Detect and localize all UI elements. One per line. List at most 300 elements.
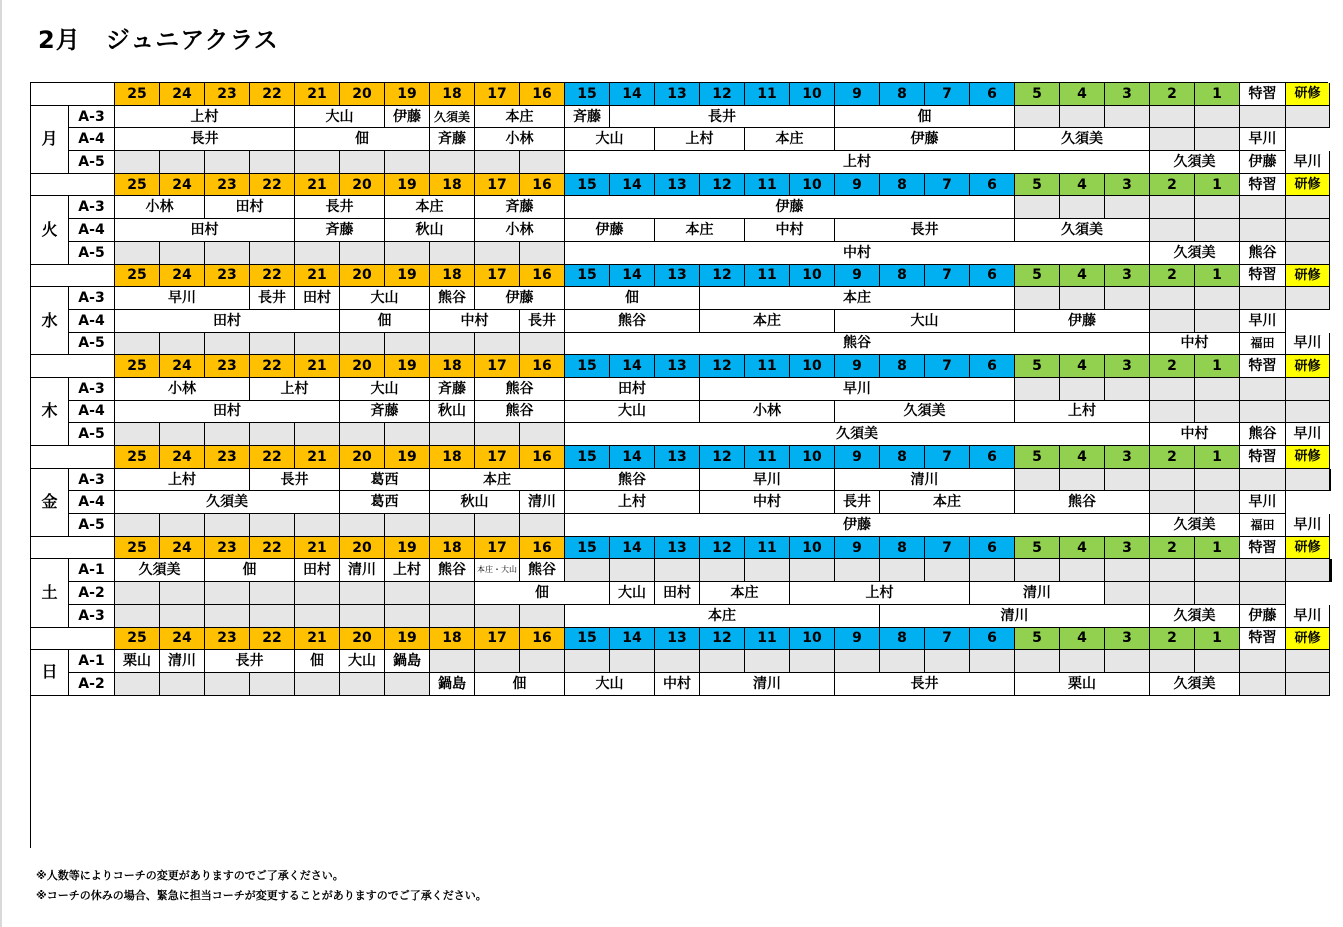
empty-cell: [295, 514, 340, 537]
empty-cell: [700, 559, 745, 582]
coach-name-cell: 伊藤: [565, 196, 1015, 219]
day-column-header: 14: [610, 537, 655, 560]
empty-cell: [1286, 469, 1330, 492]
day-column-header: 14: [610, 355, 655, 378]
coach-name-cell: 斉藤: [565, 106, 610, 129]
empty-cell: [1240, 106, 1286, 129]
day-column-header: 15: [565, 265, 610, 288]
coach-name-cell: 長井: [835, 219, 1015, 242]
day-column-header: 研修: [1286, 628, 1330, 651]
empty-cell: [475, 514, 520, 537]
empty-cell: [1195, 650, 1240, 673]
day-column-header: 12: [700, 265, 745, 288]
coach-name-cell: 佃: [835, 106, 1015, 129]
empty-cell: [1330, 469, 1331, 492]
coach-name-cell: 熊谷: [565, 333, 1150, 356]
coach-name-cell: 清川: [880, 605, 1150, 628]
empty-cell: [295, 151, 340, 174]
day-column-header: 11: [745, 174, 790, 197]
empty-cell: [880, 559, 925, 582]
day-column-header: 2: [1150, 83, 1195, 106]
day-column-header: 10: [790, 628, 835, 651]
day-column-header: 23: [205, 265, 250, 288]
empty-cell: [1150, 582, 1195, 605]
empty-cell: [565, 650, 610, 673]
day-column-header: 研修: [1286, 537, 1330, 560]
day-column-header: 12: [700, 537, 745, 560]
day-column-header: 10: [790, 537, 835, 560]
empty-cell: [565, 559, 610, 582]
coach-name-cell: 上村: [385, 559, 430, 582]
empty-cell: [250, 514, 295, 537]
empty-cell: [1286, 673, 1330, 696]
empty-cell: [970, 650, 1015, 673]
empty-cell: [115, 423, 160, 446]
day-column-header: 1: [1195, 83, 1240, 106]
coach-name-cell: 斉藤: [340, 401, 430, 424]
coach-name-cell: 大山: [340, 378, 430, 401]
coach-name-cell: 小林: [475, 128, 565, 151]
day-column-header: 5: [1015, 265, 1060, 288]
coach-name-cell: 清川: [970, 582, 1105, 605]
empty-cell: [340, 423, 385, 446]
coach-name-cell: 熊谷: [430, 287, 475, 310]
day-column-header: 17: [475, 174, 520, 197]
day-column-header: 6: [970, 355, 1015, 378]
empty-cell: [1331, 559, 1332, 582]
day-column-header: 15: [565, 446, 610, 469]
day-column-header: 7: [925, 174, 970, 197]
day-column-header: 4: [1060, 446, 1105, 469]
coach-name-cell: 熊谷: [520, 559, 565, 582]
coach-name-cell: 久須美: [835, 401, 1015, 424]
empty-cell: [1195, 559, 1240, 582]
day-column-header: 25: [115, 355, 160, 378]
empty-cell: [1105, 650, 1150, 673]
weekday-label: 土: [31, 559, 69, 627]
day-column-header: 24: [160, 83, 205, 106]
day-column-header: 6: [970, 174, 1015, 197]
coach-name-cell: 田村: [115, 310, 340, 333]
day-column-header: 13: [655, 446, 700, 469]
day-column-header: 25: [115, 83, 160, 106]
day-column-header: 23: [205, 628, 250, 651]
coach-name-cell: 熊谷: [475, 378, 565, 401]
empty-cell: [1105, 378, 1150, 401]
empty-cell: [205, 582, 250, 605]
class-label: A-5: [69, 242, 115, 265]
empty-cell: [1015, 106, 1060, 129]
coach-name-cell: 鍋島: [385, 650, 430, 673]
coach-name-cell: 上村: [115, 469, 250, 492]
empty-cell: [1105, 196, 1150, 219]
day-column-header: 3: [1105, 174, 1150, 197]
empty-cell: [340, 514, 385, 537]
empty-cell: [115, 605, 160, 628]
empty-cell: [1195, 287, 1240, 310]
empty-cell: [160, 673, 205, 696]
empty-cell: [385, 605, 430, 628]
empty-cell: [1150, 196, 1195, 219]
day-column-header: 22: [250, 83, 295, 106]
day-column-header: 8: [880, 83, 925, 106]
day-column-header: 17: [475, 265, 520, 288]
empty-cell: [1240, 582, 1286, 605]
empty-cell: [1240, 469, 1286, 492]
page-left-rule: [0, 0, 2, 927]
empty-cell: [1286, 106, 1330, 129]
empty-cell: [1150, 378, 1195, 401]
empty-cell: [475, 333, 520, 356]
day-column-header: 6: [970, 628, 1015, 651]
empty-cell: [430, 605, 475, 628]
day-column-header: 24: [160, 628, 205, 651]
day-column-header: 25: [115, 265, 160, 288]
empty-cell: [1195, 219, 1240, 242]
day-column-header: 9: [835, 265, 880, 288]
empty-cell: [250, 582, 295, 605]
empty-cell: [385, 673, 430, 696]
empty-cell: [1195, 128, 1240, 151]
coach-name-cell: 佃: [565, 287, 700, 310]
empty-cell: [1195, 310, 1240, 333]
empty-cell: [1286, 242, 1330, 265]
day-column-header: 1: [1195, 628, 1240, 651]
coach-name-cell: 上村: [250, 378, 340, 401]
day-column-header: 19: [385, 174, 430, 197]
empty-cell: [115, 673, 160, 696]
day-column-header: 7: [925, 537, 970, 560]
weekday-label: 火: [31, 196, 69, 264]
day-column-header: 22: [250, 628, 295, 651]
day-column-header: 19: [385, 83, 430, 106]
coach-name-cell: 佃: [340, 310, 430, 333]
day-column-header: 22: [250, 355, 295, 378]
day-column-header: 23: [205, 83, 250, 106]
coach-name-cell: 小林: [475, 219, 565, 242]
coach-name-cell: 久須美: [115, 491, 340, 514]
day-column-header: 19: [385, 265, 430, 288]
coach-name-cell: 本庄: [700, 287, 1015, 310]
empty-cell: [160, 605, 205, 628]
day-column-header: 15: [565, 537, 610, 560]
coach-name-cell: 上村: [655, 128, 745, 151]
empty-cell: [1150, 106, 1195, 129]
coach-name-cell: 秋山: [430, 401, 475, 424]
day-column-header: 23: [205, 174, 250, 197]
empty-cell: [745, 650, 790, 673]
coach-name-cell: 早川: [1240, 310, 1286, 333]
coach-name-cell: 田村: [115, 401, 340, 424]
day-column-header: 21: [295, 355, 340, 378]
day-column-header: 21: [295, 628, 340, 651]
day-column-header: 6: [970, 446, 1015, 469]
coach-name-cell: 伊藤: [1240, 151, 1286, 174]
coach-name-cell: 田村: [295, 559, 340, 582]
coach-name-cell: 清川: [835, 469, 1015, 492]
coach-name-cell: 本庄・大山: [475, 559, 520, 582]
empty-cell: [610, 559, 655, 582]
empty-cell: [1286, 219, 1330, 242]
coach-name-cell: 久須美: [1150, 242, 1240, 265]
empty-cell: [430, 650, 475, 673]
coach-name-cell: 上村: [790, 582, 970, 605]
empty-cell: [1150, 559, 1195, 582]
empty-cell: [1105, 582, 1150, 605]
empty-cell: [340, 582, 385, 605]
coach-name-cell: 長井: [250, 469, 340, 492]
day-column-header: 8: [880, 537, 925, 560]
coach-name-cell: 長井: [520, 310, 565, 333]
empty-cell: [925, 559, 970, 582]
coach-name-cell: 中村: [565, 242, 1150, 265]
coach-name-cell: 早川: [700, 378, 1015, 401]
class-label: A-3: [69, 378, 115, 401]
day-column-header: 7: [925, 628, 970, 651]
day-column-header: 2: [1150, 537, 1195, 560]
class-label: A-5: [69, 514, 115, 537]
day-column-header: 24: [160, 446, 205, 469]
coach-name-cell: 佃: [205, 559, 295, 582]
day-column-header: 4: [1060, 355, 1105, 378]
class-label: A-2: [69, 673, 115, 696]
empty-cell: [790, 559, 835, 582]
weekday-label: 金: [31, 469, 69, 537]
empty-cell: [385, 582, 430, 605]
coach-name-cell: 早川: [115, 287, 250, 310]
coach-name-cell: 大山: [295, 106, 385, 129]
day-column-header: 研修: [1286, 446, 1330, 469]
coach-name-cell: 熊谷: [565, 310, 700, 333]
coach-name-cell: 長井: [250, 287, 295, 310]
day-column-header: 18: [430, 265, 475, 288]
coach-name-cell: 中村: [1150, 333, 1240, 356]
day-column-header: 13: [655, 355, 700, 378]
coach-name-cell: 久須美: [565, 423, 1150, 446]
coach-name-cell: 久須美: [1150, 673, 1240, 696]
empty-cell: [475, 423, 520, 446]
empty-cell: [655, 559, 700, 582]
coach-name-cell: 田村: [115, 219, 295, 242]
day-column-header: 10: [790, 265, 835, 288]
coach-name-cell: 清川: [340, 559, 385, 582]
coach-name-cell: 斉藤: [295, 219, 385, 242]
day-column-header: 17: [475, 355, 520, 378]
day-column-header: 16: [520, 355, 565, 378]
empty-cell: [790, 650, 835, 673]
empty-cell: [340, 605, 385, 628]
day-column-header: 15: [565, 355, 610, 378]
coach-name-cell: 大山: [835, 310, 1015, 333]
empty-cell: [1060, 287, 1105, 310]
coach-name-cell: 伊藤: [565, 219, 655, 242]
coach-name-cell: 佃: [295, 128, 430, 151]
empty-cell: [1105, 106, 1150, 129]
day-column-header: 15: [565, 83, 610, 106]
coach-name-cell: 早川: [1286, 151, 1330, 174]
day-column-header: 10: [790, 355, 835, 378]
coach-name-cell: 早川: [1240, 128, 1286, 151]
class-label: A-4: [69, 491, 115, 514]
coach-name-cell: 斉藤: [430, 128, 475, 151]
empty-cell: [835, 559, 880, 582]
coach-name-cell: 本庄: [565, 605, 880, 628]
empty-cell: [160, 582, 205, 605]
day-column-header: 18: [430, 355, 475, 378]
day-column-header: 25: [115, 446, 160, 469]
empty-cell: [520, 514, 565, 537]
coach-name-cell: 本庄: [430, 469, 565, 492]
day-column-header: 特習: [1240, 83, 1286, 106]
day-column-header: 8: [880, 265, 925, 288]
day-column-header: 1: [1195, 446, 1240, 469]
empty-cell: [520, 151, 565, 174]
coach-name-cell: 田村: [565, 378, 700, 401]
coach-name-cell: 福田: [1240, 333, 1286, 356]
day-column-header: 特習: [1240, 174, 1286, 197]
empty-cell: [475, 650, 520, 673]
day-column-header: 5: [1015, 83, 1060, 106]
day-column-header: 13: [655, 537, 700, 560]
notes: [36, 866, 487, 906]
day-column-header: 4: [1060, 265, 1105, 288]
empty-cell: [1150, 310, 1195, 333]
day-column-header: 研修: [1286, 265, 1330, 288]
header-blank-cell: [31, 265, 115, 288]
class-label: A-2: [69, 582, 115, 605]
empty-cell: [1286, 378, 1330, 401]
day-column-header: 4: [1060, 83, 1105, 106]
day-column-header: 特習: [1240, 265, 1286, 288]
empty-cell: [1150, 287, 1195, 310]
empty-cell: [430, 514, 475, 537]
day-column-header: 5: [1015, 446, 1060, 469]
empty-cell: [1150, 491, 1195, 514]
empty-cell: [1240, 401, 1286, 424]
day-column-header: 7: [925, 355, 970, 378]
empty-cell: [340, 242, 385, 265]
day-column-header: 9: [835, 628, 880, 651]
coach-name-cell: 大山: [565, 401, 700, 424]
empty-cell: [205, 423, 250, 446]
coach-name-cell: 久須美: [1150, 151, 1240, 174]
coach-name-cell: 本庄: [745, 128, 835, 151]
coach-name-cell: 熊谷: [430, 559, 475, 582]
day-column-header: 16: [520, 265, 565, 288]
coach-name-cell: 中村: [655, 673, 700, 696]
coach-name-cell: 福田: [1240, 514, 1286, 537]
empty-cell: [520, 650, 565, 673]
coach-name-cell: 長井: [115, 128, 295, 151]
header-blank-cell: [31, 446, 115, 469]
day-column-header: 10: [790, 83, 835, 106]
coach-name-cell: 長井: [835, 673, 1015, 696]
day-column-header: 6: [970, 537, 1015, 560]
coach-name-cell: 伊藤: [475, 287, 565, 310]
day-column-header: 14: [610, 628, 655, 651]
day-column-header: 8: [880, 174, 925, 197]
day-column-header: 20: [340, 628, 385, 651]
empty-cell: [385, 423, 430, 446]
day-column-header: 9: [835, 355, 880, 378]
coach-name-cell: 大山: [340, 287, 430, 310]
day-column-header: 5: [1015, 537, 1060, 560]
coach-name-cell: 久須美: [1015, 128, 1150, 151]
coach-name-cell: 長井: [610, 106, 835, 129]
day-column-header: 9: [835, 83, 880, 106]
empty-cell: [835, 650, 880, 673]
empty-cell: [1015, 196, 1060, 219]
empty-cell: [250, 333, 295, 356]
empty-cell: [160, 333, 205, 356]
day-column-header: 3: [1105, 83, 1150, 106]
empty-cell: [205, 673, 250, 696]
day-column-header: 6: [970, 265, 1015, 288]
schedule-grid: [30, 82, 1328, 848]
class-label: A-3: [69, 287, 115, 310]
day-column-header: 20: [340, 83, 385, 106]
day-column-header: 8: [880, 355, 925, 378]
day-column-header: 特習: [1240, 628, 1286, 651]
coach-name-cell: 清川: [520, 491, 565, 514]
coach-name-cell: 上村: [1015, 401, 1150, 424]
empty-cell: [160, 242, 205, 265]
day-column-header: 9: [835, 537, 880, 560]
day-column-header: 特習: [1240, 537, 1286, 560]
coach-name-cell: 大山: [565, 128, 655, 151]
coach-name-cell: 大山: [610, 582, 655, 605]
day-column-header: 16: [520, 628, 565, 651]
empty-cell: [1015, 559, 1060, 582]
day-column-header: 13: [655, 628, 700, 651]
coach-name-cell: 熊谷: [1015, 491, 1150, 514]
empty-cell: [520, 242, 565, 265]
coach-name-cell: 清川: [160, 650, 205, 673]
empty-cell: [295, 333, 340, 356]
day-column-header: 20: [340, 174, 385, 197]
coach-name-cell: 佃: [475, 673, 565, 696]
coach-name-cell: 長井: [295, 196, 385, 219]
empty-cell: [1150, 401, 1195, 424]
day-column-header: 18: [430, 628, 475, 651]
coach-name-cell: 早川: [1286, 514, 1330, 537]
note-line: ※コーチの休みの場合、緊急に担当コーチが変更することがありますのでご了承ください。: [36, 889, 487, 902]
class-label: A-4: [69, 219, 115, 242]
day-column-header: 17: [475, 537, 520, 560]
day-column-header: 11: [745, 265, 790, 288]
coach-name-cell: 葛西: [340, 469, 430, 492]
empty-cell: [340, 151, 385, 174]
empty-cell: [430, 333, 475, 356]
day-column-header: 21: [295, 83, 340, 106]
coach-name-cell: 佃: [295, 650, 340, 673]
empty-cell: [610, 650, 655, 673]
coach-name-cell: 中村: [745, 219, 835, 242]
coach-name-cell: 熊谷: [1240, 423, 1286, 446]
coach-name-cell: 秋山: [385, 219, 475, 242]
empty-cell: [115, 514, 160, 537]
day-column-header: 21: [295, 265, 340, 288]
coach-name-cell: 久須美: [1150, 514, 1240, 537]
empty-cell: [1240, 196, 1286, 219]
empty-cell: [205, 242, 250, 265]
coach-name-cell: 久須美: [1150, 605, 1240, 628]
coach-name-cell: 中村: [1150, 423, 1240, 446]
coach-name-cell: 秋山: [430, 491, 520, 514]
empty-cell: [1195, 401, 1240, 424]
empty-cell: [430, 582, 475, 605]
coach-name-cell: 栗山: [115, 650, 160, 673]
